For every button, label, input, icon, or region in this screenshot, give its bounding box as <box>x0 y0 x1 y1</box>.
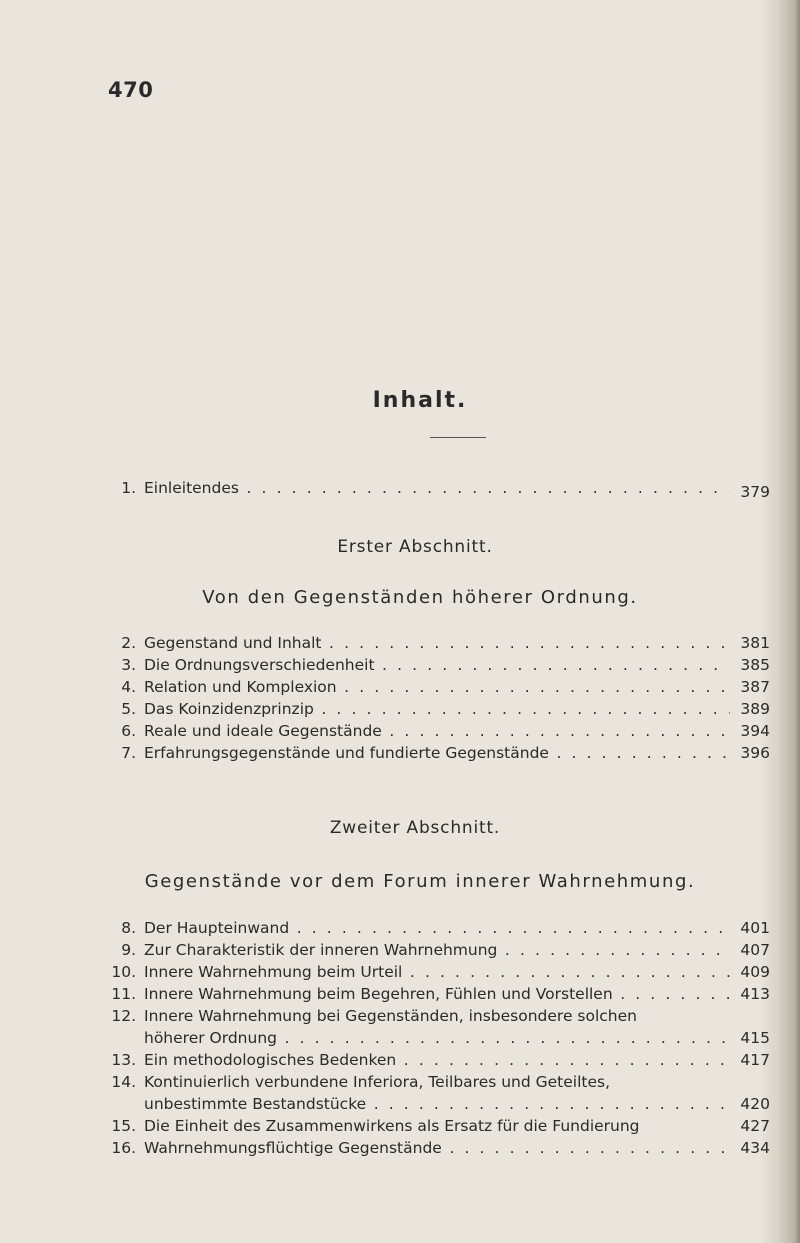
entry-title: Innere Wahrnehmung beim Urteil . . . <box>144 961 730 983</box>
entry-title: Gegenstand und Inhalt . . . <box>144 632 730 654</box>
entry-title: Der Haupteinwand . . . <box>144 917 730 939</box>
entry-title: Wahrnehmungsflüchtige Gegenstände . . . <box>144 1137 730 1159</box>
entry-number: 11. <box>111 985 136 1003</box>
entry-title: Relation und Komplexion . . . <box>144 676 730 698</box>
toc-entry-16 <box>96 1137 770 1159</box>
entry-page: 413 <box>740 985 770 1003</box>
section1-subtitle: Von den Gegenständen höherer Ordnung. <box>202 587 638 608</box>
toc-entry-14 <box>96 1071 770 1093</box>
toc-entry-11 <box>96 983 770 1005</box>
entry-title-continued: unbestimmte Bestandstücke . . . <box>144 1093 730 1115</box>
toc-entry-9 <box>96 939 770 961</box>
entry-title: Innere Wahrnehmung beim Begehren, Fühlen und Vorstellen . . . <box>144 983 730 1005</box>
toc-entry-13 <box>96 1049 770 1071</box>
entry-page: 409 <box>740 963 770 981</box>
entry-title: Erfahrungsgegenstände und fundierte Gegenstände . . . <box>144 742 730 764</box>
entry-number: 10. <box>111 963 136 981</box>
toc-entry-3 <box>96 654 770 676</box>
entry-number: 1. <box>121 479 136 497</box>
entry-title: Reale und ideale Gegenstände . . . <box>144 720 730 742</box>
entry-title: Einleitendes . . . <box>144 477 730 499</box>
toc-entry-12-cont <box>96 1027 770 1049</box>
entry-number: 9. <box>121 941 136 959</box>
entry-number: 7. <box>121 744 136 762</box>
entry-number: 3. <box>121 656 136 674</box>
entry-page: 389 <box>740 700 770 718</box>
entry-page: 381 <box>740 634 770 652</box>
entry-title: Das Koinzidenzprinzip . . . <box>144 698 730 720</box>
entry-number: 4. <box>121 678 136 696</box>
entry-title: Kontinuierlich verbundene Inferiora, Teilbares und Geteiltes, <box>144 1073 611 1091</box>
entry-page: 394 <box>740 722 770 740</box>
page-number: 470 <box>108 78 154 102</box>
entry-title: Die Einheit des Zusammenwirkens als Ersatz für die Fundierung <box>144 1117 640 1135</box>
toc-entry-2 <box>96 632 770 654</box>
toc-entry-8 <box>96 917 770 939</box>
entry-page: 415 <box>740 1029 770 1047</box>
toc-entry-15 <box>96 1115 770 1137</box>
entry-number: 12. <box>111 1007 136 1025</box>
entry-title: Innere Wahrnehmung bei Gegenständen, insbesondere solchen <box>144 1007 637 1025</box>
entry-page: 417 <box>740 1051 770 1069</box>
entry-number: 6. <box>121 722 136 740</box>
page-title: Inhalt. <box>372 388 468 413</box>
toc-entry-10 <box>96 961 770 983</box>
entry-number: 5. <box>121 700 136 718</box>
entry-number: 15. <box>111 1117 136 1135</box>
entry-page: 396 <box>740 744 770 762</box>
section2-subtitle: Gegenstände vor dem Forum innerer Wahrnehmung. <box>144 871 696 892</box>
entry-title: Zur Charakteristik der inneren Wahrnehmung . . . <box>144 939 730 961</box>
entry-page: 427 <box>740 1117 770 1135</box>
toc-entry-4 <box>96 676 770 698</box>
toc-entry-12 <box>96 1005 770 1027</box>
entry-page: 420 <box>740 1095 770 1113</box>
toc-entry-1 <box>96 477 770 499</box>
entry-title-continued: höherer Ordnung . . . <box>144 1027 730 1049</box>
entry-page: 387 <box>740 678 770 696</box>
section2-heading: Zweiter Abschnitt. <box>329 818 501 838</box>
entry-title: Ein methodologisches Bedenken . . . <box>144 1049 730 1071</box>
section1-heading: Erster Abschnitt. <box>337 537 493 557</box>
title-divider <box>430 437 486 438</box>
entry-number: 14. <box>111 1073 136 1091</box>
entry-page: 407 <box>740 941 770 959</box>
entry-page: 385 <box>740 656 770 674</box>
entry-page: 379 <box>740 483 770 501</box>
entry-page: 434 <box>740 1139 770 1157</box>
entry-number: 13. <box>111 1051 136 1069</box>
entry-number: 8. <box>121 919 136 937</box>
toc-entry-5 <box>96 698 770 720</box>
toc-entry-7 <box>96 742 770 764</box>
entry-title: Die Ordnungsverschiedenheit . . . <box>144 654 730 676</box>
toc-entry-14-cont <box>96 1093 770 1115</box>
entry-page: 401 <box>740 919 770 937</box>
entry-number: 2. <box>121 634 136 652</box>
toc-entry-6 <box>96 720 770 742</box>
entry-number: 16. <box>111 1139 136 1157</box>
